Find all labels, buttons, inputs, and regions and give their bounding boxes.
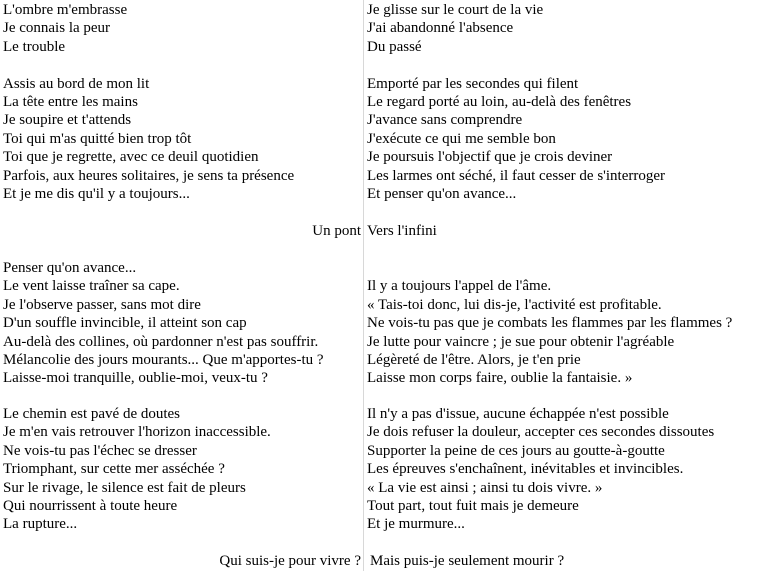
poem-line: J'avance sans comprendre [367,112,523,129]
poem-line: D'un souffle invincible, il atteint son cap [3,315,247,332]
left-column [0,0,364,571]
final-question: Mais puis-je seulement mourir ? [370,553,565,569]
poem-line: Je lutte pour vaincre ; je sue pour obtenir l'agréable [367,333,675,350]
poem-line: Laisse mon corps faire, oublie la fantaisie. » [367,370,633,387]
poem-line: Parfois, aux heures solitaires, je sens ta présence [3,167,295,184]
poem-line: Je m'en vais retrouver l'horizon inaccessible. [3,424,271,441]
poem-line: Triomphant, sur cette mer asséchée ? [3,461,225,478]
poem-line: J'exécute ce qui me semble bon [367,130,556,147]
poem-line: Assis au bord de mon lit [3,75,150,92]
poem-line: « Tais-toi donc, lui dis-je, l'activité est profitable. [367,296,662,313]
poem-line: Emporté par les secondes qui filent [367,75,579,92]
poem-line: « La vie est ainsi ; ainsi tu dois vivre. » [367,479,603,496]
bridge-line: Un pont [312,223,361,239]
poem-line: Je connais la peur [3,20,111,37]
poem-line: Qui nourrissent à toute heure [3,498,178,514]
poem-line: Il n'y a pas d'issue, aucune échappée n'est possible [367,406,669,422]
poem-line: Et je me dis qu'il y a toujours... [3,186,190,202]
poem-line: Je l'observe passer, sans mot dire [3,296,201,313]
poem-line: J'ai abandonné l'absence [367,20,514,37]
poem-line: Du passé [367,38,422,55]
poem-line: Et je murmure... [367,516,465,533]
poem-line: Sur le rivage, le silence est fait de pleurs [3,479,246,496]
poem-line: Je glisse sur le court de la vie [367,2,544,18]
poem-line: Le chemin est pavé de doutes [3,406,181,422]
poem-line: Je dois refuser la douleur, accepter ces secondes dissoutes [367,424,715,441]
poem-line: Toi qui m'as quitté bien trop tôt [3,130,192,147]
poem-line: Ne vois-tu pas que je combats les flammes par les flammes ? [367,315,733,332]
poem-line: Le vent laisse traîner sa cape. [3,278,180,295]
poem-line: Laisse-moi tranquille, oublie-moi, veux-tu ? [3,370,268,387]
poem-line: Supporter la peine de ces jours au goutte-à-goutte [367,442,665,459]
poem-line: Légèreté de l'être. Alors, je t'en prie [367,352,581,368]
poem-line: Je soupire et t'attends [3,112,132,129]
poem-line: Les larmes ont séché, il faut cesser de s'interroger [367,167,666,184]
poem-line: Le regard porté au loin, au-delà des fenêtres [367,94,632,110]
poem-line: La tête entre les mains [3,94,138,110]
poem-line: Et penser qu'on avance... [367,186,517,202]
poem-line: L'ombre m'embrasse [3,2,128,18]
poem-line: Je poursuis l'objectif que je crois deviner [367,149,613,166]
bridge-line: Vers l'infini [367,223,437,239]
final-question: Qui suis-je pour vivre ? [219,553,361,569]
poem-line: Ne vois-tu pas l'échec se dresser [3,442,197,459]
poem-line: Il y a toujours l'appel de l'âme. [367,278,552,295]
poem-line: Les épreuves s'enchaînent, inévitables et invincibles. [367,461,684,478]
poem-line: Penser qu'on avance... [3,260,137,276]
poem-line: Le trouble [3,38,66,55]
poem-line: Au-delà des collines, où pardonner n'est pas souffrir. [3,333,319,350]
poem-line: La rupture... [3,516,78,533]
poem-line: Mélancolie des jours mourants... Que m'apportes-tu ? [3,352,324,368]
poem-line: Toi que je regrette, avec ce deuil quotidien [3,149,259,166]
poem-line: Tout part, tout fuit mais je demeure [367,498,579,514]
